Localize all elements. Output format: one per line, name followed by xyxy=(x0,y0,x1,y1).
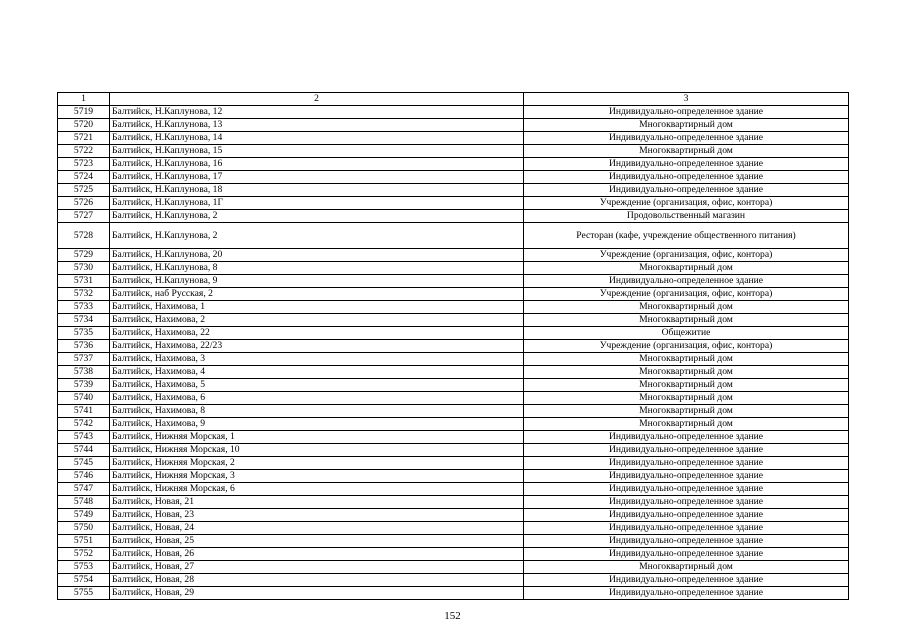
table-row xyxy=(58,392,849,405)
row-address: Балтийск, Нахимова, 9 xyxy=(110,418,524,431)
table-row xyxy=(58,366,849,379)
row-number: 5733 xyxy=(58,301,110,314)
row-number: 5729 xyxy=(58,249,110,262)
row-number: 5740 xyxy=(58,392,110,405)
row-number: 5741 xyxy=(58,405,110,418)
row-object-type: Индивидуально-определенное здание xyxy=(524,483,849,496)
row-address: Балтийск, Н.Каплунова, 2 xyxy=(110,223,524,249)
table-row xyxy=(58,431,849,444)
row-number: 5723 xyxy=(58,158,110,171)
row-object-type: Индивидуально-определенное здание xyxy=(524,132,849,145)
row-address: Балтийск, Нахимова, 4 xyxy=(110,366,524,379)
row-object-type: Многоквартирный дом xyxy=(524,392,849,405)
row-address: Балтийск, Нахимова, 22 xyxy=(110,327,524,340)
header-col-3: 3 xyxy=(524,93,849,106)
row-number: 5732 xyxy=(58,288,110,301)
row-object-type: Индивидуально-определенное здание xyxy=(524,171,849,184)
row-number: 5726 xyxy=(58,197,110,210)
row-number: 5749 xyxy=(58,509,110,522)
table-row xyxy=(58,132,849,145)
table-row xyxy=(58,327,849,340)
row-object-type: Индивидуально-определенное здание xyxy=(524,522,849,535)
row-object-type: Многоквартирный дом xyxy=(524,119,849,132)
row-address: Балтийск, Новая, 29 xyxy=(110,587,524,600)
row-number: 5750 xyxy=(58,522,110,535)
row-address: Балтийск, Н.Каплунова, 17 xyxy=(110,171,524,184)
row-number: 5721 xyxy=(58,132,110,145)
row-object-type: Продовольственный магазин xyxy=(524,210,849,223)
row-number: 5754 xyxy=(58,574,110,587)
row-number: 5735 xyxy=(58,327,110,340)
table-row xyxy=(58,522,849,535)
row-address: Балтийск, Н.Каплунова, 8 xyxy=(110,262,524,275)
row-address: Балтийск, Нахимова, 1 xyxy=(110,301,524,314)
table-row xyxy=(58,210,849,223)
row-object-type: Учреждение (организация, офис, контора) xyxy=(524,249,849,262)
table-row xyxy=(58,444,849,457)
row-address: Балтийск, Новая, 27 xyxy=(110,561,524,574)
row-address: Балтийск, Нахимова, 6 xyxy=(110,392,524,405)
row-address: Балтийск, Н.Каплунова, 20 xyxy=(110,249,524,262)
row-number: 5739 xyxy=(58,379,110,392)
row-object-type: Индивидуально-определенное здание xyxy=(524,106,849,119)
table-row xyxy=(58,470,849,483)
row-number: 5719 xyxy=(58,106,110,119)
row-number: 5746 xyxy=(58,470,110,483)
table-row xyxy=(58,158,849,171)
header-col-2: 2 xyxy=(110,93,524,106)
table-row xyxy=(58,184,849,197)
row-object-type: Индивидуально-определенное здание xyxy=(524,587,849,600)
table-row xyxy=(58,275,849,288)
row-number: 5737 xyxy=(58,353,110,366)
row-number: 5752 xyxy=(58,548,110,561)
row-number: 5738 xyxy=(58,366,110,379)
row-address: Балтийск, Н.Каплунова, 18 xyxy=(110,184,524,197)
row-object-type: Индивидуально-определенное здание xyxy=(524,548,849,561)
row-number: 5742 xyxy=(58,418,110,431)
row-address: Балтийск, Новая, 26 xyxy=(110,548,524,561)
row-number: 5731 xyxy=(58,275,110,288)
row-address: Балтийск, Нижняя Морская, 6 xyxy=(110,483,524,496)
row-address: Балтийск, Новая, 28 xyxy=(110,574,524,587)
row-object-type: Учреждение (организация, офис, контора) xyxy=(524,197,849,210)
table-row xyxy=(58,353,849,366)
row-address: Балтийск, Н.Каплунова, 12 xyxy=(110,106,524,119)
row-address: Балтийск, Н.Каплунова, 14 xyxy=(110,132,524,145)
row-number: 5745 xyxy=(58,457,110,470)
row-number: 5720 xyxy=(58,119,110,132)
table-row xyxy=(58,106,849,119)
table-row xyxy=(58,197,849,210)
row-object-type: Индивидуально-определенное здание xyxy=(524,431,849,444)
table-row xyxy=(58,145,849,158)
row-number: 5730 xyxy=(58,262,110,275)
table-row xyxy=(58,561,849,574)
row-number: 5751 xyxy=(58,535,110,548)
table-row xyxy=(58,171,849,184)
row-object-type: Индивидуально-определенное здание xyxy=(524,275,849,288)
row-object-type: Индивидуально-определенное здание xyxy=(524,496,849,509)
row-address: Балтийск, Новая, 24 xyxy=(110,522,524,535)
row-address: Балтийск, Нахимова, 2 xyxy=(110,314,524,327)
header-row xyxy=(58,93,849,106)
row-object-type: Многоквартирный дом xyxy=(524,353,849,366)
row-address: Балтийск, Нахимова, 3 xyxy=(110,353,524,366)
row-object-type: Индивидуально-определенное здание xyxy=(524,158,849,171)
row-address: Балтийск, Н.Каплунова, 15 xyxy=(110,145,524,158)
table-row xyxy=(58,262,849,275)
table-row xyxy=(58,574,849,587)
header-col-1: 1 xyxy=(58,93,110,106)
row-object-type: Многоквартирный дом xyxy=(524,301,849,314)
row-address: Балтийск, Н.Каплунова, 16 xyxy=(110,158,524,171)
row-address: Балтийск, Нижняя Морская, 10 xyxy=(110,444,524,457)
row-object-type: Многоквартирный дом xyxy=(524,418,849,431)
row-number: 5743 xyxy=(58,431,110,444)
row-object-type: Многоквартирный дом xyxy=(524,379,849,392)
table-row xyxy=(58,288,849,301)
table-row xyxy=(58,119,849,132)
row-address: Балтийск, Нижняя Морская, 1 xyxy=(110,431,524,444)
row-address: Балтийск, Нижняя Морская, 3 xyxy=(110,470,524,483)
row-number: 5748 xyxy=(58,496,110,509)
row-number: 5728 xyxy=(58,223,110,249)
table-row xyxy=(58,223,849,249)
row-address: Балтийск, Новая, 21 xyxy=(110,496,524,509)
row-address: Балтийск, Н.Каплунова, 13 xyxy=(110,119,524,132)
row-object-type: Индивидуально-определенное здание xyxy=(524,184,849,197)
row-number: 5753 xyxy=(58,561,110,574)
table-body xyxy=(58,106,849,600)
row-object-type: Многоквартирный дом xyxy=(524,145,849,158)
row-address: Балтийск, Н.Каплунова, 9 xyxy=(110,275,524,288)
row-number: 5727 xyxy=(58,210,110,223)
row-object-type: Учреждение (организация, офис, контора) xyxy=(524,288,849,301)
row-number: 5725 xyxy=(58,184,110,197)
row-object-type: Многоквартирный дом xyxy=(524,262,849,275)
row-object-type: Общежитие xyxy=(524,327,849,340)
table-row xyxy=(58,509,849,522)
row-object-type: Многоквартирный дом xyxy=(524,314,849,327)
table-row xyxy=(58,405,849,418)
registry-table xyxy=(57,92,849,600)
row-number: 5747 xyxy=(58,483,110,496)
row-object-type: Индивидуально-определенное здание xyxy=(524,457,849,470)
row-address: Балтийск, Нахимова, 22/23 xyxy=(110,340,524,353)
row-address: Балтийск, Нижняя Морская, 2 xyxy=(110,457,524,470)
row-object-type: Индивидуально-определенное здание xyxy=(524,535,849,548)
row-number: 5734 xyxy=(58,314,110,327)
table-row xyxy=(58,418,849,431)
table-row xyxy=(58,457,849,470)
table-row xyxy=(58,548,849,561)
row-object-type: Индивидуально-определенное здание xyxy=(524,574,849,587)
row-address: Балтийск, наб Русская, 2 xyxy=(110,288,524,301)
row-number: 5755 xyxy=(58,587,110,600)
row-number: 5736 xyxy=(58,340,110,353)
row-object-type: Многоквартирный дом xyxy=(524,366,849,379)
table-row xyxy=(58,249,849,262)
row-object-type: Индивидуально-определенное здание xyxy=(524,470,849,483)
row-number: 5744 xyxy=(58,444,110,457)
table-row xyxy=(58,340,849,353)
row-object-type: Индивидуально-определенное здание xyxy=(524,509,849,522)
row-object-type: Многоквартирный дом xyxy=(524,561,849,574)
table-row xyxy=(58,301,849,314)
table-row xyxy=(58,379,849,392)
table-row xyxy=(58,314,849,327)
row-object-type: Многоквартирный дом xyxy=(524,405,849,418)
row-address: Балтийск, Нахимова, 8 xyxy=(110,405,524,418)
page-number: 152 xyxy=(444,610,461,622)
row-object-type: Индивидуально-определенное здание xyxy=(524,444,849,457)
row-number: 5724 xyxy=(58,171,110,184)
row-address: Балтийск, Нахимова, 5 xyxy=(110,379,524,392)
row-address: Балтийск, Новая, 23 xyxy=(110,509,524,522)
table-row xyxy=(58,496,849,509)
row-address: Балтийск, Н.Каплунова, 2 xyxy=(110,210,524,223)
row-address: Балтийск, Н.Каплунова, 1Г xyxy=(110,197,524,210)
row-address: Балтийск, Новая, 25 xyxy=(110,535,524,548)
row-number: 5722 xyxy=(58,145,110,158)
table-row xyxy=(58,587,849,600)
row-object-type: Ресторан (кафе, учреждение общественного питания) xyxy=(524,223,849,249)
table-row xyxy=(58,483,849,496)
table-row xyxy=(58,535,849,548)
row-object-type: Учреждение (организация, офис, контора) xyxy=(524,340,849,353)
